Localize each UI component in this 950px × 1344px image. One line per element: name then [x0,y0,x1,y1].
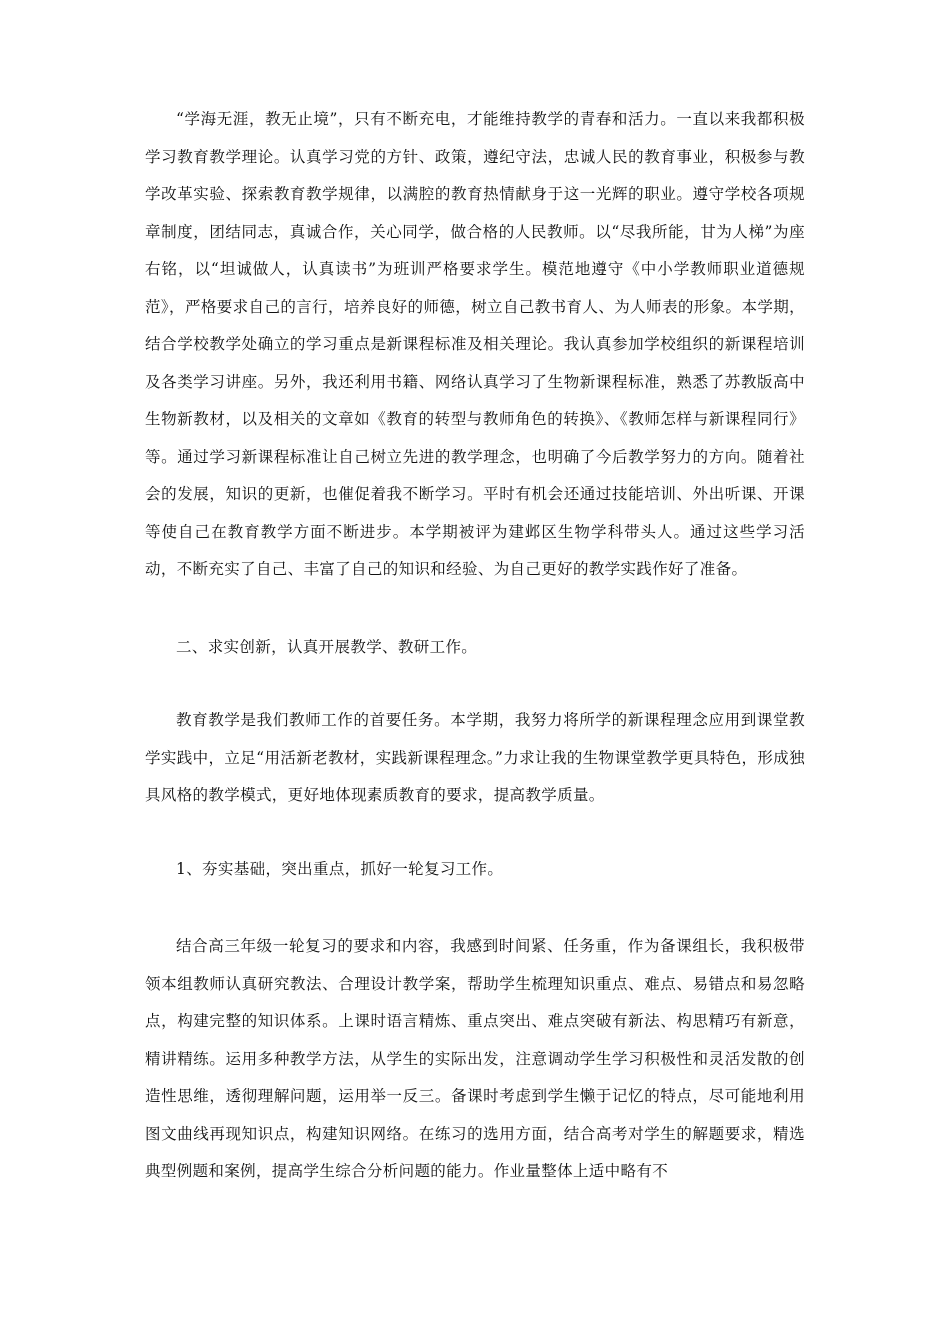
document-body [145,101,805,1191]
paragraph-first-review: 结合高三年级一轮复习的要求和内容，我感到时间紧、任务重，作为备课组长，我积极带领本组教师认真研究教法、合理设计教学案，帮助学生梳理知识重点、难点、易错点和易忽略点，构建完整的知识体系。上课时语言精炼、重点突出、难点突破有新法、构思精巧有新意，精讲精练。运用多种教学方法，从学生的实际出发，注意调动学生学习积极性和灵活发散的创造性思维，透彻理解问题，运用举一反三。备课时考虑到学生懒于记忆的特点，尽可能地利用图文曲线再现知识点，构建知识网络。在练习的选用方面，结合高考对学生的解题要求，精选典型例题和案例，提高学生综合分析问题的能力。作业量整体上适中略有不 [145,937,805,1180]
paragraph-teaching-task: 教育教学是我们教师工作的首要任务。本学期，我努力将所学的新课程理念应用到课堂教学实践中，立足“用活新老教材，实践新课程理念。”力求让我的生物课堂教学更具特色，形成独具风格的教学模式，更好地体现素质教育的要求，提高教学质量。 [145,711,805,804]
paragraph-study-theory: “学海无涯，教无止境”，只有不断充电，才能维持教学的青春和活力。一直以来我都积极学习教育教学理论。认真学习党的方针、政策，遵纪守法，忠诚人民的教育事业，积极参与教学改革实验、探索教育教学规律，以满腔的教育热情献身于这一光辉的职业。遵守学校各项规章制度，团结同志，真诚合作，关心同学，做合格的人民教师。以“尽我所能，甘为人梯”为座右铭，以“坦诚做人，认真读书”为班训严格要求学生。模范地遵守《中小学教师职业道德规范》，严格要求自己的言行，培养良好的师德，树立自己教书育人、为人师表的形象。本学期，结合学校教学处确立的学习重点是新课程标准及相关理论。我认真参加学校组织的新课程培训及各类学习讲座。另外，我还利用书籍、网络认真学习了生物新课程标准，熟悉了苏教版高中生物新教材，以及相关的文章如《教育的转型与教师角色的转换》、《教师怎样与新课程同行》等。通过学习新课程标准让自己树立先进的教学理念，也明确了今后教学努力的方向。随着社会的发展，知识的更新，也催促着我不断学习。平时有机会还通过技能培训、外出听课、开课等使自己在教育教学方面不断进步。本学期被评为建邺区生物学科带头人。通过这些学习活动，不断充实了自己、丰富了自己的知识和经验、为自己更好的教学实践作好了准备。 [145,110,805,578]
section-heading-teaching-research: 二、求实创新，认真开展教学、教研工作。 [176,637,478,656]
subheading-first-review: 1、夯实基础，突出重点，抓好一轮复习工作。 [176,859,504,878]
